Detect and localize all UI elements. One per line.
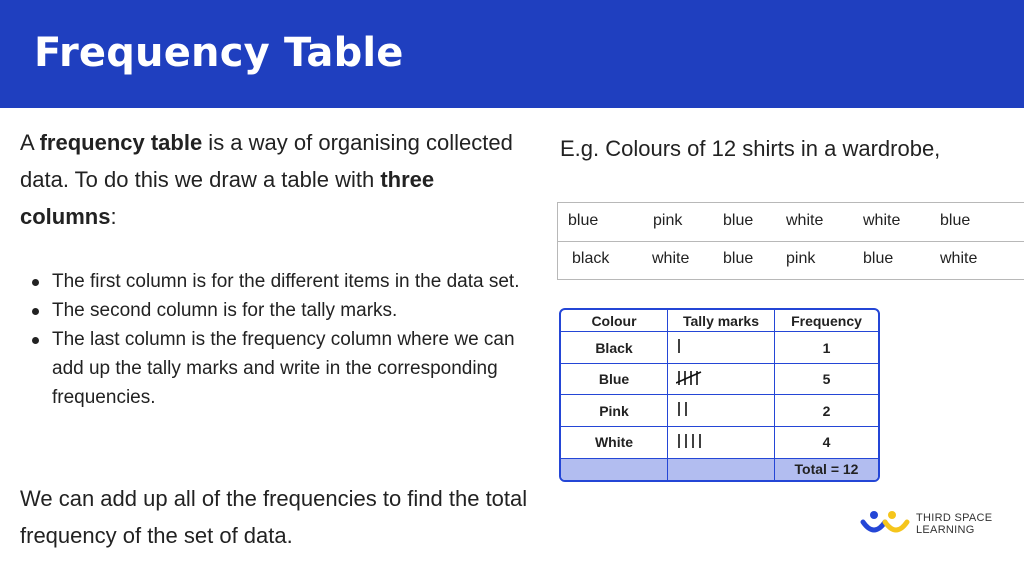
intro-term: frequency table [39,130,203,155]
frequency-cell: 2 [775,395,879,427]
total-empty-cell [668,458,775,480]
raw-data-row [558,241,1024,279]
page-title: Frequency Table [34,30,404,76]
table-row [561,332,878,364]
colour-cell: White [561,427,668,459]
frequency-cell: 5 [775,363,879,395]
raw-data-cell: white [940,250,978,267]
logo-text [916,512,992,536]
tally-marks [676,399,716,419]
raw-data-row [558,203,1024,242]
title-banner [0,0,1024,108]
raw-data-table [557,202,1024,280]
raw-data-cell: white [786,212,824,229]
tally-cell [668,395,775,427]
total-empty-cell [561,458,668,480]
col-header-frequency: Frequency [775,310,879,332]
example-heading: E.g. Colours of 12 shirts in a wardrobe, [560,136,941,161]
third-space-learning-logo [860,509,1020,539]
logo-icon [860,509,912,539]
colour-cell: Black [561,332,668,364]
tally-marks [676,336,716,356]
outro-paragraph: We can add up all of the frequencies to find the total frequency of the set of data. [20,486,528,548]
raw-data-cell: blue [568,212,599,229]
tally-marks [676,368,716,388]
logo-line: THIRD SPACE [916,512,993,524]
col-header-tally: Tally marks [668,310,775,332]
frequency-table-header [561,310,878,332]
tally-cell [668,332,775,364]
intro-text-b: is a way of organising collected data. To do this we draw a table with [20,130,513,192]
frequency-cell: 4 [775,427,879,459]
table-row [561,427,878,459]
tally-cell [668,363,775,395]
frequency-cell: 1 [775,332,879,364]
frequency-table [559,308,880,482]
table-row [561,395,878,427]
bullet-list [24,267,524,412]
bullet-item: The last column is the frequency column where we can add up the tally marks and write in the corresponding frequencies. [24,325,524,412]
colour-cell-text: Pink [599,402,629,419]
raw-data-cell: black [572,250,610,267]
raw-data-cell: blue [863,250,894,267]
intro-text-a: A [20,130,40,155]
tally-marks [676,431,716,451]
raw-data-cell: pink [653,212,683,229]
colour-cell [561,395,668,427]
raw-data-cell: white [652,250,690,267]
bullet-item: The first column is for the different items in the data set. [24,267,524,296]
raw-data-cell: pink [786,250,816,267]
table-row [561,363,878,395]
raw-data-cell: blue [940,212,971,229]
total-cell: Total = 12 [775,458,879,480]
total-row [561,458,878,480]
col-header-colour: Colour [561,310,668,332]
tally-cell [668,427,775,459]
intro-bold: three columns [20,167,435,229]
bullet-item: The second column is for the tally marks. [24,296,524,325]
colour-cell: Blue [561,363,668,395]
raw-data-cell: white [863,212,901,229]
intro-text-c: : [110,204,117,229]
intro-paragraph [20,124,520,235]
raw-data-cell: blue [723,212,754,229]
raw-data-cell: blue [723,250,754,267]
logo-line: LEARNING [916,524,975,536]
